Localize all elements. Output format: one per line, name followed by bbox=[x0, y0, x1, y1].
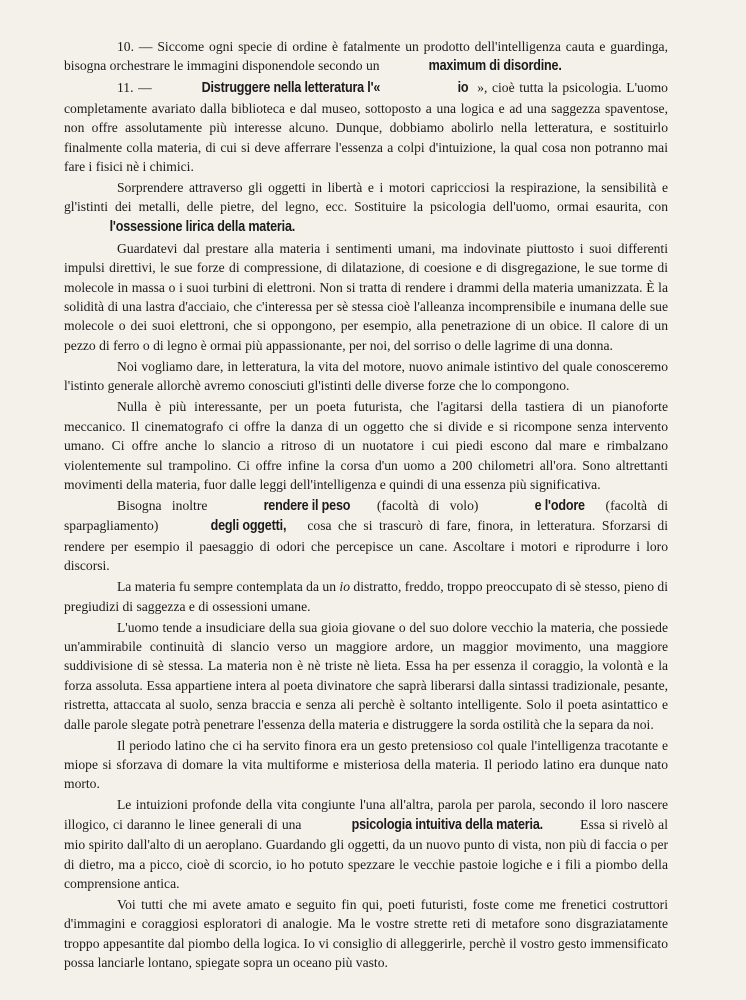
body-text: Il periodo latino che ci ha servito finora era un gesto pretensioso col quale l'intelligenza tracotante e miope si sforzava di domare la vita multiforme e misteriosa della materia. Il periodo latino era dunque nato morto. bbox=[64, 737, 668, 792]
emphasis-text: io bbox=[457, 80, 469, 97]
paragraph-16 bbox=[64, 496, 668, 576]
body-text: Le intuizioni profonde della vita congiunte l'una all'altra, parola per parola, secondo il loro nascere illogico, ci daranno le linee generali di una bbox=[64, 797, 668, 832]
body-text: Sorprendere attraverso gli oggetti in libertà e i motori capricciosi la respirazione, la sensibilità e gl'istinti dei metalli, delle pietre, del legno, ecc. Sostituire la psicologia dell'uomo, ormai esaurita, con bbox=[64, 180, 668, 215]
body-text: (facoltà di sparpagliamento) bbox=[64, 497, 668, 534]
body-text: Bisogna inoltre bbox=[117, 497, 218, 513]
body-text: Voi tutti che mi avete amato e seguito fin qui, poeti futuristi, foste come me frenetici costruttori d'immagini e coraggiosi esploratori di analogie. Ma le vostre strette reti di metafore sono disgraziatamente troppo appesantite dal piombo della logica. Io vi consiglio di alleggerirle, perchè il vostro gesto immensificato possa lanciarle lontano, spiegate sopra un oceano più vasto. bbox=[64, 897, 668, 971]
emphasis-text: maximum di disordine. bbox=[428, 58, 562, 75]
body-text: 10. — Siccome ogni specie di ordine è fatalmente un prodotto dell'intelligenza cauta e guardinga, bisogna orchestrare le immagini disponendole secondo un bbox=[64, 39, 668, 74]
body-text: distratto, freddo, troppo preoccupato di sè stesso, pieno di pregiudizi di saggezza e di ossessioni umane. bbox=[64, 579, 669, 614]
paragraph-13 bbox=[64, 239, 668, 355]
emphasis-text: e l'odore bbox=[534, 497, 585, 514]
paragraph-15 bbox=[64, 397, 668, 494]
paragraph-12 bbox=[64, 178, 668, 237]
paragraph-18 bbox=[64, 618, 668, 734]
paragraph-21 bbox=[64, 895, 668, 973]
paragraph-11 bbox=[64, 78, 668, 176]
paragraph-14 bbox=[64, 357, 668, 396]
emphasis-text: rendere il peso bbox=[263, 497, 351, 514]
body-text: Guardatevi dal prestare alla materia i sentimenti umani, ma indovinate piuttosto i suoi differenti impulsi direttivi, le sue forze di compressione, di dilatazione, di coesione e di disgregazione, le sue torme di molecole in massa o i suoi turbini di elettroni. Non si tratta di rendere i drammi della materia umanizzata. È la solidità di una lastra d'acciaio, che c'interessa per sè stessa cioè l'alleanza incomprensibile e inumana delle sue molecole o dei suoi elettroni, che si oppongono, per esempio, alla penetrazione di un obice. Il calore di un pezzo di ferro o di legno è ormai più appassionante, per noi, del sorriso o delle lagrime di una donna. bbox=[64, 240, 668, 353]
paragraph-10 bbox=[64, 37, 668, 77]
paragraph-19 bbox=[64, 736, 668, 794]
body-text: », cioè tutta la psicologia. L'uomo completamente avariato dalla biblioteca e dal museo, sottoposto a una logica e ad una saggezza spaventose, non offre assolutamente più interesse alcuno. Dunque, dobbiamo abolirlo nella letteratura, e sostituirlo finalmente colla materia, di cui si deve afferrare l'essenza a colpi d'intuizione, la qual cosa non potranno mai fare i fisici nè i chimici. bbox=[64, 80, 668, 175]
body-text: cosa che si trascurò di fare, finora, in letteratura. Sforzarsi di rendere per esempio il paesaggio di odori che percepisce un cane. Ascoltare i motori e riprodurre i loro discorsi. bbox=[64, 518, 668, 574]
paragraph-20 bbox=[64, 795, 668, 893]
body-text: Noi vogliamo dare, in letteratura, la vita del motore, nuovo animale istintivo del quale conosceremo l'istinto generale allorchè avremo conosciuti gl'istinti delle diverse forze che lo compongono. bbox=[64, 358, 668, 394]
body-text: Nulla è più interessante, per un poeta futurista, che l'agitarsi della tastiera di un pianoforte meccanico. Il cinematografo ci offre la danza di un oggetto che si divide e si ricompone senza intervento umano. Ci offre anche lo slancio a ritroso di un nuotatore i cui piedi escono dal mare e rimbalzano violentemente sul trampolino. Ci offre infine la corsa d'un uomo a 200 chilometri all'ora. Sono altrettanti movimenti della materia, fuor dalle leggi dell'intelligenza e quindi di una essenza più significativa. bbox=[64, 399, 668, 492]
emphasis-text: l'ossessione lirica della materia. bbox=[109, 218, 296, 235]
emphasis-text: psicologia intuitiva della materia. bbox=[351, 816, 543, 833]
italic-text: io bbox=[339, 579, 350, 595]
body-text: La materia fu sempre contemplata da un bbox=[117, 579, 340, 595]
body-text: 11. — bbox=[117, 80, 157, 96]
emphasis-text: Distruggere nella letteratura l'« bbox=[201, 80, 381, 97]
paragraph-17 bbox=[64, 577, 668, 616]
body-text: Essa si rivelò al mio spirito dall'alto di un aeroplano. Guardando gli oggetti, da un nuovo punto di vista, non più di faccia o per di dietro, ma a picco, cioè di scorcio, io ho potuto spezzare le vecchie pastoie logiche e i fili a piombo della comprensione antica. bbox=[64, 816, 668, 891]
manifesto-text bbox=[64, 37, 668, 973]
emphasis-text: degli oggetti, bbox=[210, 518, 287, 535]
body-text: L'uomo tende a insudiciare della sua gioia giovane o del suo dolore vecchio la materia, che possiede un'ammirabile continuità di slancio verso un maggiore ardore, un maggior movimento, una maggiore suddivisione di sè stessa. La materia non è nè triste nè lieta. Essa ha per essenza il coraggio, la volontà e la forza assoluta. Essa appartiene intera al poeta divinatore che saprà liberarsi dalla sintassi tradizionale, pesante, ristretta, attaccata al suolo, senza braccia e senza ali perchè è soltanto intelligente. Solo il poeta asintattico e dalle parole slegate potrà penetrare l'essenza della materia e distruggere la sorda ostilità che la separa da noi. bbox=[64, 619, 668, 732]
body-text: (facoltà di volo) bbox=[366, 497, 489, 513]
